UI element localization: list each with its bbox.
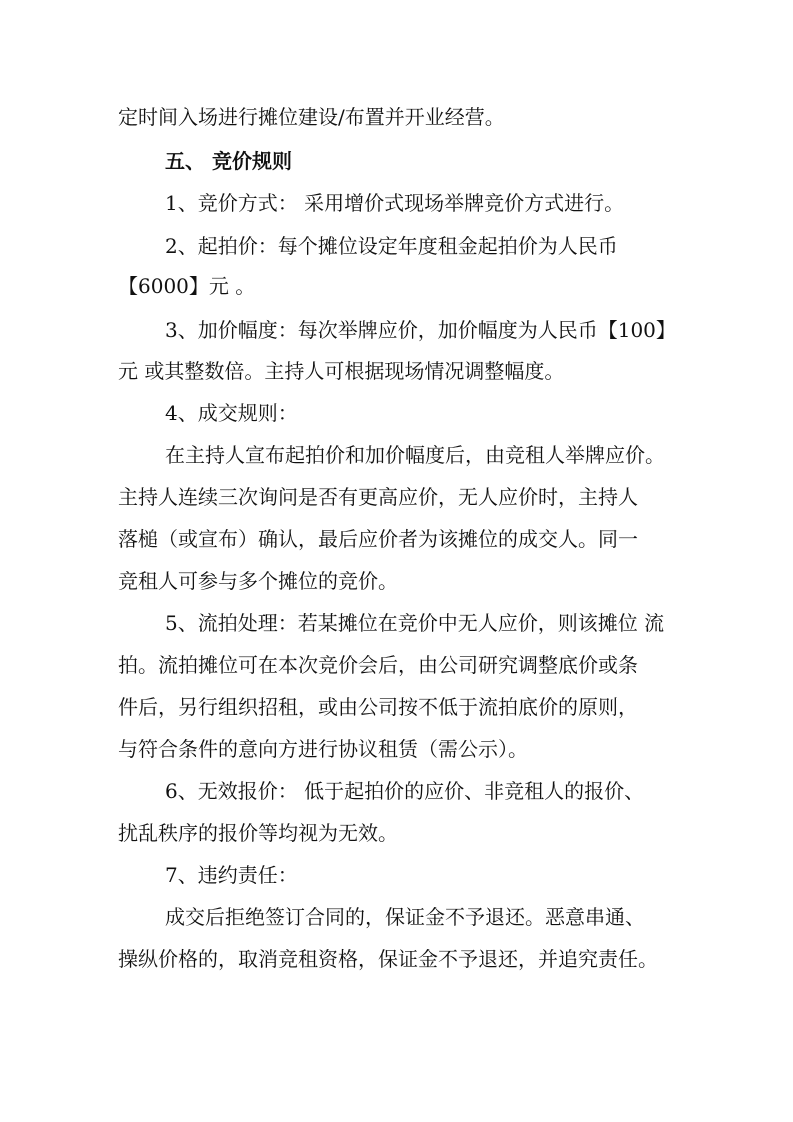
text-line: 落槌（或宣布）确认，最后应价者为该摊位的成交人。同一 [118,527,638,551]
text-line: 定时间入场进行摊位建设/布置并开业经营。 [118,105,505,129]
rule-item-4: 4、成交规则： [165,401,298,425]
text-line: 元 或其整数倍。主持人可根据现场情况调整幅度。 [118,359,565,383]
text-line: 在主持人宣布起拍价和加价幅度后，由竞租人举牌应价。 [165,443,665,467]
text-line: 操纵价格的，取消竞租资格，保证金不予退还，并追究责任。 [118,947,658,971]
section-heading: 五、 竞价规则 [165,149,292,173]
rule-item-3: 3、加价幅度：每次举牌应价，加价幅度为人民币【100】 [165,318,676,342]
text-line: 件后，另行组织招租，或由公司按不低于流拍底价的原则， [118,695,638,719]
text-line: 与符合条件的意向方进行协议租赁（需公示）。 [118,737,528,761]
text-line: 成交后拒绝签订合同的，保证金不予退还。恶意串通、 [165,905,645,929]
text-line: 扰乱秩序的报价等均视为无效。 [118,821,398,845]
text-line: 拍。流拍摊位可在本次竞价会后，由公司研究调整底价或条 [118,653,638,677]
text-line: 主持人连续三次询问是否有更高应价，无人应价时，主持人 [118,485,638,509]
text-line: 竞租人可参与多个摊位的竞价。 [118,569,398,593]
rule-item-5: 5、流拍处理：若某摊位在竞价中无人应价，则该摊位 流 [165,611,665,635]
rule-item-6: 6、无效报价： 低于起拍价的应价、非竞租人的报价、 [165,779,645,803]
rule-item-7: 7、违约责任： [165,863,298,887]
text-line: 【6000】元 。 [118,274,256,298]
rule-item-2: 2、起拍价：每个摊位设定年度租金起拍价为人民币 [165,234,618,258]
rule-item-1: 1、竞价方式： 采用增价式现场举牌竞价方式进行。 [165,191,625,215]
